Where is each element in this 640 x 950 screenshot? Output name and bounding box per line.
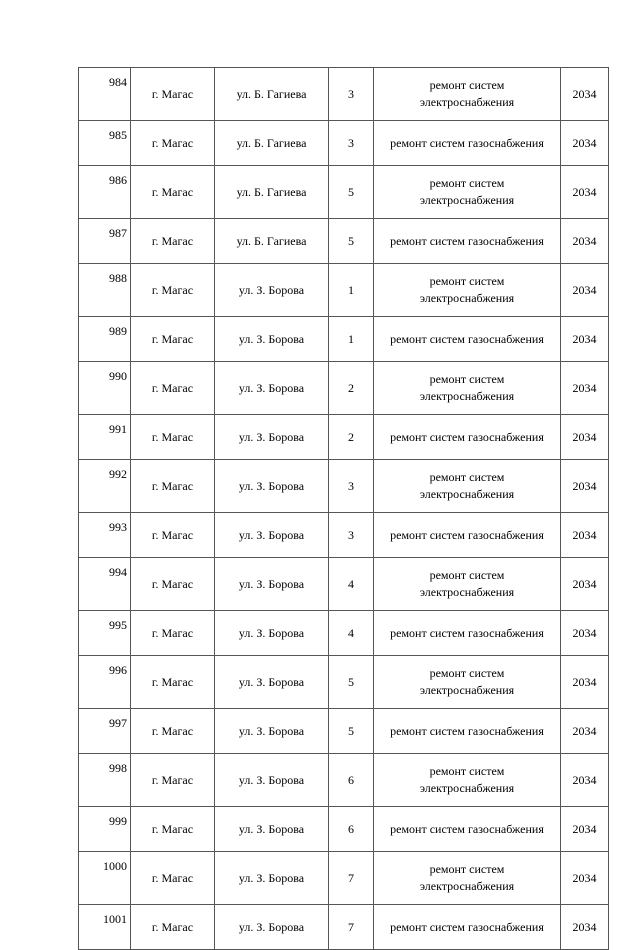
table-row [79, 317, 609, 362]
year-cell: 2034 [561, 166, 609, 219]
table-row [79, 656, 609, 709]
table-row [79, 754, 609, 807]
table-row [79, 852, 609, 905]
row-number-cell: 996 [79, 656, 131, 709]
work-type-text: ремонт систем электроснабжения [419, 176, 515, 207]
house-number-cell: 6 [329, 807, 374, 852]
house-number-cell: 1 [329, 317, 374, 362]
street-cell: ул. З. Борова [215, 754, 329, 807]
table-row [79, 415, 609, 460]
street-cell: ул. З. Борова [215, 264, 329, 317]
table-row [79, 219, 609, 264]
street-cell: ул. З. Борова [215, 415, 329, 460]
work-type-cell [374, 362, 561, 415]
house-number-cell: 7 [329, 852, 374, 905]
city-cell: г. Магас [131, 558, 215, 611]
city-cell: г. Магас [131, 68, 215, 121]
street-cell: ул. З. Борова [215, 460, 329, 513]
row-number-cell: 994 [79, 558, 131, 611]
house-number-cell: 6 [329, 754, 374, 807]
row-number-cell: 986 [79, 166, 131, 219]
table-row [79, 121, 609, 166]
city-cell: г. Магас [131, 656, 215, 709]
house-number-cell: 7 [329, 905, 374, 950]
city-cell: г. Магас [131, 852, 215, 905]
year-cell: 2034 [561, 611, 609, 656]
work-type-cell [374, 264, 561, 317]
table-row [79, 807, 609, 852]
house-number-cell: 3 [329, 68, 374, 121]
work-type-cell: ремонт систем газоснабжения [374, 709, 561, 754]
table-row [79, 68, 609, 121]
house-number-cell: 1 [329, 264, 374, 317]
city-cell: г. Магас [131, 754, 215, 807]
row-number-cell: 999 [79, 807, 131, 852]
work-type-text: ремонт систем электроснабжения [419, 78, 515, 109]
work-type-cell: ремонт систем газоснабжения [374, 219, 561, 264]
house-number-cell: 3 [329, 513, 374, 558]
table-row [79, 611, 609, 656]
street-cell: ул. З. Борова [215, 513, 329, 558]
house-number-cell: 4 [329, 558, 374, 611]
street-cell: ул. Б. Гагиева [215, 121, 329, 166]
street-cell: ул. З. Борова [215, 852, 329, 905]
city-cell: г. Магас [131, 219, 215, 264]
year-cell: 2034 [561, 317, 609, 362]
repair-schedule-table [78, 67, 609, 950]
row-number-cell: 984 [79, 68, 131, 121]
city-cell: г. Магас [131, 611, 215, 656]
year-cell: 2034 [561, 656, 609, 709]
year-cell: 2034 [561, 68, 609, 121]
work-type-text: ремонт систем электроснабжения [419, 274, 515, 305]
city-cell: г. Магас [131, 317, 215, 362]
year-cell: 2034 [561, 219, 609, 264]
work-type-cell: ремонт систем газоснабжения [374, 317, 561, 362]
street-cell: ул. З. Борова [215, 558, 329, 611]
city-cell: г. Магас [131, 264, 215, 317]
house-number-cell: 5 [329, 709, 374, 754]
street-cell: ул. З. Борова [215, 317, 329, 362]
row-number-cell: 992 [79, 460, 131, 513]
city-cell: г. Магас [131, 166, 215, 219]
street-cell: ул. З. Борова [215, 611, 329, 656]
table-row [79, 166, 609, 219]
work-type-text: ремонт систем электроснабжения [419, 764, 515, 795]
row-number-cell: 995 [79, 611, 131, 656]
house-number-cell: 5 [329, 166, 374, 219]
row-number-cell: 991 [79, 415, 131, 460]
year-cell: 2034 [561, 807, 609, 852]
work-type-text: ремонт систем электроснабжения [419, 372, 515, 403]
year-cell: 2034 [561, 754, 609, 807]
row-number-cell: 987 [79, 219, 131, 264]
house-number-cell: 3 [329, 460, 374, 513]
table-body [79, 68, 609, 950]
row-number-cell: 988 [79, 264, 131, 317]
house-number-cell: 3 [329, 121, 374, 166]
year-cell: 2034 [561, 905, 609, 950]
row-number-cell: 990 [79, 362, 131, 415]
work-type-cell: ремонт систем газоснабжения [374, 905, 561, 950]
year-cell: 2034 [561, 558, 609, 611]
city-cell: г. Магас [131, 460, 215, 513]
table-row [79, 905, 609, 950]
year-cell: 2034 [561, 513, 609, 558]
work-type-cell [374, 656, 561, 709]
city-cell: г. Магас [131, 415, 215, 460]
row-number-cell: 997 [79, 709, 131, 754]
table-row [79, 362, 609, 415]
table-row [79, 709, 609, 754]
work-type-text: ремонт систем электроснабжения [419, 666, 515, 697]
street-cell: ул. З. Борова [215, 807, 329, 852]
work-type-cell: ремонт систем газоснабжения [374, 513, 561, 558]
street-cell: ул. З. Борова [215, 709, 329, 754]
city-cell: г. Магас [131, 709, 215, 754]
work-type-cell [374, 460, 561, 513]
house-number-cell: 4 [329, 611, 374, 656]
work-type-cell [374, 558, 561, 611]
table-row [79, 513, 609, 558]
work-type-cell [374, 754, 561, 807]
street-cell: ул. З. Борова [215, 656, 329, 709]
work-type-cell [374, 166, 561, 219]
row-number-cell: 989 [79, 317, 131, 362]
work-type-text: ремонт систем электроснабжения [419, 568, 515, 599]
street-cell: ул. Б. Гагиева [215, 166, 329, 219]
house-number-cell: 2 [329, 415, 374, 460]
row-number-cell: 1001 [79, 905, 131, 950]
year-cell: 2034 [561, 264, 609, 317]
table-row [79, 460, 609, 513]
city-cell: г. Магас [131, 513, 215, 558]
year-cell: 2034 [561, 362, 609, 415]
row-number-cell: 998 [79, 754, 131, 807]
work-type-cell: ремонт систем газоснабжения [374, 121, 561, 166]
city-cell: г. Магас [131, 362, 215, 415]
work-type-cell [374, 852, 561, 905]
house-number-cell: 2 [329, 362, 374, 415]
work-type-cell: ремонт систем газоснабжения [374, 807, 561, 852]
table-row [79, 264, 609, 317]
year-cell: 2034 [561, 121, 609, 166]
year-cell: 2034 [561, 460, 609, 513]
work-type-text: ремонт систем электроснабжения [419, 862, 515, 893]
table-row [79, 558, 609, 611]
street-cell: ул. Б. Гагиева [215, 219, 329, 264]
work-type-cell: ремонт систем газоснабжения [374, 415, 561, 460]
street-cell: ул. З. Борова [215, 362, 329, 415]
work-type-text: ремонт систем электроснабжения [419, 470, 515, 501]
house-number-cell: 5 [329, 219, 374, 264]
city-cell: г. Магас [131, 807, 215, 852]
house-number-cell: 5 [329, 656, 374, 709]
year-cell: 2034 [561, 709, 609, 754]
year-cell: 2034 [561, 415, 609, 460]
row-number-cell: 993 [79, 513, 131, 558]
row-number-cell: 985 [79, 121, 131, 166]
year-cell: 2034 [561, 852, 609, 905]
street-cell: ул. З. Борова [215, 905, 329, 950]
row-number-cell: 1000 [79, 852, 131, 905]
street-cell: ул. Б. Гагиева [215, 68, 329, 121]
city-cell: г. Магас [131, 905, 215, 950]
work-type-cell [374, 68, 561, 121]
city-cell: г. Магас [131, 121, 215, 166]
work-type-cell: ремонт систем газоснабжения [374, 611, 561, 656]
